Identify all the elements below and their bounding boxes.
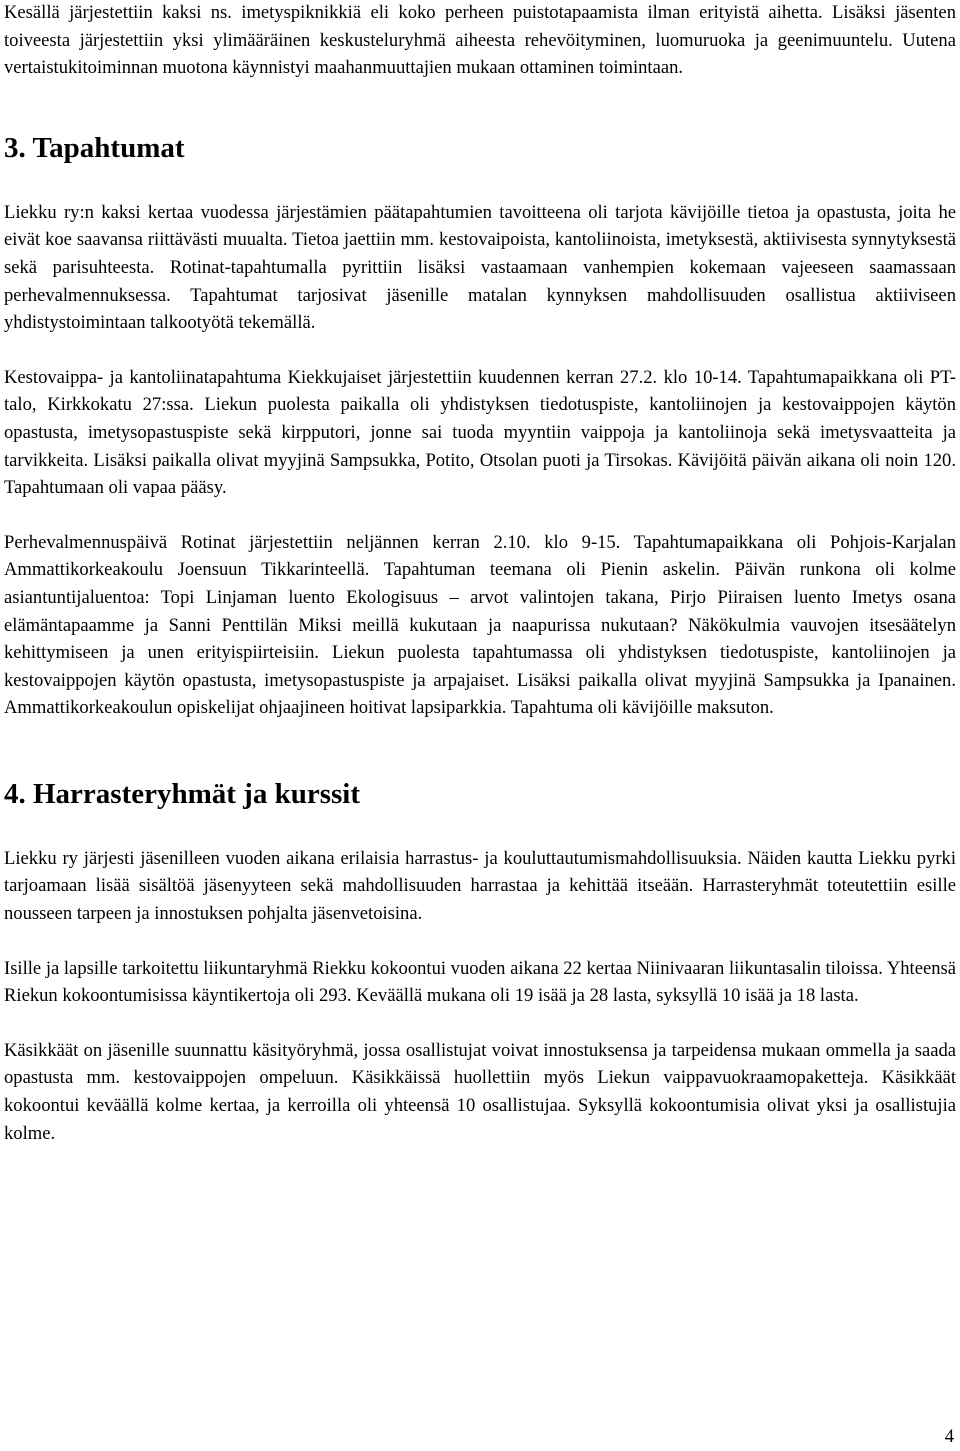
- events-paragraph-1: Liekku ry:n kaksi kertaa vuodessa järjestämien päätapahtumien tavoitteena oli tarjota kävijöille tietoa ja opastusta, joita he eivät koe saavansa riittävästi muualta. Tietoa jaettiin mm. kestovaipoista, kantoliinoista, imetyksestä, aktiivisesta synnytyksestä sekä parisuhteesta. Rotinat-tapahtumalla pyrittiin lisäksi vastaamaan vanhempien kokemaan vajeeseen saamassaan perhevalmennuksessa. Tapahtumat tarjosivat jäsenille matalan kynnyksen mahdollisuuden osallistua aktiiviseen yhdistystoimintaan talkootyötä tekemällä.: [4, 201, 956, 334]
- intro-paragraph: Kesällä järjestettiin kaksi ns. imetyspiknikkiä eli koko perheen puistotapaamista ilman erityistä aihetta. Lisäksi jäsenten toiveesta järjestettiin yksi ylimääräinen keskusteluryhmä aiheesta rehevöityminen, luomuruoka ja geenimuuntelu. Uutena vertaistukitoiminnan muotona käynnistyi maahanmuuttajien mukaan ottaminen toimintaan.: [4, 2, 956, 79]
- hobby-paragraph-2: Isille ja lapsille tarkoitettu liikuntaryhmä Riekku kokoontui vuoden aikana 22 kertaa Niinivaaran liikuntasalin tiloissa. Yhteensä Riekun kokoontumisissa käyntikertoja oli 293. Keväällä mukana oli 19 isää ja 28 lasta, syksyllä 10 isää ja 18 lasta.: [4, 957, 957, 1007]
- events-paragraph-3: Perhevalmennuspäivä Rotinat järjestettiin neljännen kerran 2.10. klo 9-15. Tapahtumapaikkana oli Pohjois-Karjalan Ammattikorkeakoulu Joensuun Tikkarinteellä. Tapahtuman teemana oli Pienin askelin. Päivän runkona oli kolme asiantuntijaluentoa: Topi Linjaman luento Ekologisuus – arvot valintojen takana, Pirjo Piiraisen luento Imetys osana elämäntapaamme ja Sanni Penttilän Miksi meillä kukutaan ja naapurissa nukutaan? Näkökulmia vauvojen itsesäätelyn kehittymiseen ja unen erityispiirteisiin. Liekun puolesta tapahtumassa oli yhdistyksen tiedotuspiste, kantoliinojen ja kestovaippojen käytön opastusta, imetysopastuspiste ja arpajaiset. Lisäksi paikalla olivat myyjinä Sampsukka ja Ipanainen. Ammattikorkeakoulun opiskelijat ohjaajineen hoitivat lapsiparkkia. Tapahtuma oli kävijöille maksuton.: [4, 531, 956, 719]
- section-heading-hobby-groups: 4. Harrasteryhmät ja kurssit: [4, 777, 361, 810]
- page-number: 4: [944, 1426, 954, 1447]
- events-paragraph-2: Kestovaippa- ja kantoliinatapahtuma Kiekkujaiset järjestettiin kuudennen kerran 27.2. klo 10-14. Tapahtumapaikkana oli PT-talo, Kirkkokatu 27:ssa. Liekun puolesta paikalla oli yhdistyksen tiedotuspiste, kantoliinojen ja kestovaippojen käytön opastusta, imetysopastuspiste sekä kirpputori, jonne sai tuoda myyntiin vaippoja ja kantoliinoja sekä imetysvaatteita ja tarvikkeita. Lisäksi paikalla olivat myyjinä Sampsukka, Potito, Otsolan puoti ja Tirsokas. Kävijöitä päivän aikana oli noin 120. Tapahtumaan oli vapaa pääsy.: [4, 366, 956, 499]
- document-page: [4, 0, 956, 1147]
- section-heading-events: 3. Tapahtumat: [4, 131, 185, 164]
- hobby-paragraph-3: Käsikkäät on jäsenille suunnattu käsityöryhmä, jossa osallistujat voivat innostuksensa ja tarpeidensa mukaan ommella ja saada opastusta mm. kestovaippojen ompeluun. Käsikkäissä huollettiin myös Liekun vaippavuokraamopaketteja. Käsikkäät kokoontui keväällä kolme kertaa, ja kerroilla oli yhteensä 10 osallistujaa. Syksyllä kokoontumisia olivat yksi ja osallistujia kolme.: [4, 1039, 956, 1144]
- hobby-paragraph-1: Liekku ry järjesti jäsenilleen vuoden aikana erilaisia harrastus- ja kouluttautumismahdollisuuksia. Näiden kautta Liekku pyrki tarjoamaan lisää sisältöä jäsenyyteen sekä mahdollisuuden harrastaa ja kehittää itseään. Harrasteryhmät toteutettiin esille nousseen tarpeen ja innostuksen pohjalta jäsenvetoisina.: [4, 847, 956, 925]
